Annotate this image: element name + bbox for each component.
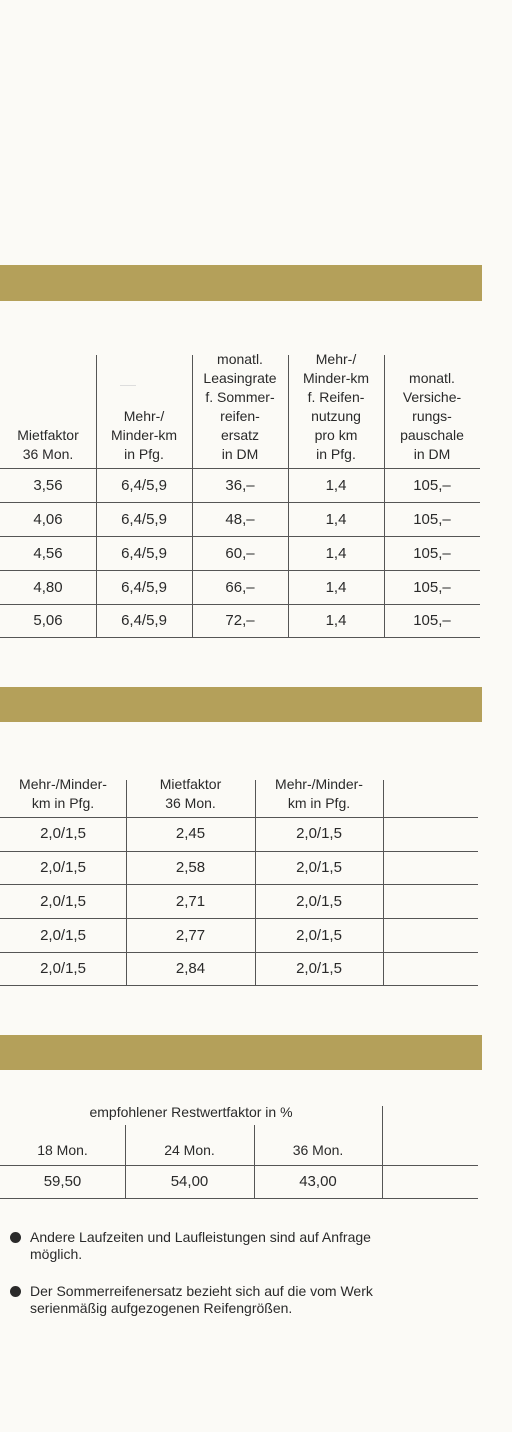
table-1-cell: 3,56	[33, 477, 63, 494]
note-2: Der Sommerreifenersatz bezieht sich auf die vom Werk serienmäßig aufgezogenen Reifengrößen.	[10, 1283, 480, 1317]
table-2-cell: 2,0/1,5	[40, 825, 86, 842]
table-2-header-mehr-minder-km: Mehr-/Minder- km in Pfg.	[19, 776, 107, 811]
table-1-header-mietfaktor: Mietfaktor 36 Mon.	[17, 427, 79, 462]
table-1-cell: 6,4/5,9	[121, 612, 167, 629]
table-1-cell: 1,4	[325, 612, 347, 629]
table-1-cell: 6,4/5,9	[121, 545, 167, 562]
table-1-cell: 66,–	[225, 579, 255, 596]
table-2-header-mehr-minder-km-2: Mehr-/Minder- km in Pfg.	[275, 776, 363, 811]
note-1: Andere Laufzeiten und Laufleistungen sind auf Anfrage möglich.	[10, 1229, 480, 1263]
section-band-1	[0, 265, 482, 301]
table-2-cell: 2,58	[175, 859, 206, 876]
table-3-cell: 59,50	[43, 1173, 82, 1190]
table-1-hline	[0, 637, 480, 638]
table-2-cell: 2,0/1,5	[40, 927, 86, 944]
table-3-hline	[0, 1198, 478, 1199]
table-1-cell: 105,–	[413, 579, 451, 596]
table-3-title: empfohlener Restwertfaktor in %	[89, 1104, 293, 1120]
table-1-cell: 4,56	[33, 545, 63, 562]
decorative-dash	[120, 385, 136, 386]
table-1-header-reifennutzung: Mehr-/ Minder-km f. Reifen- nutzung pro km in Pfg.	[302, 351, 370, 462]
section-band-3	[0, 1035, 482, 1070]
table-1-cell: 6,4/5,9	[121, 511, 167, 528]
table-1-hline	[0, 536, 480, 537]
table-1-cell: 105,–	[413, 511, 451, 528]
table-3-header-24: 24 Mon.	[164, 1142, 215, 1158]
table-1-cell: 105,–	[413, 612, 451, 629]
table-3-vline	[382, 1106, 383, 1198]
table-2-cell: 2,0/1,5	[296, 927, 342, 944]
table-1-hline	[0, 468, 480, 469]
table-2-hline	[0, 884, 478, 885]
table-1-cell: 4,06	[33, 511, 63, 528]
table-1-header-versicherung: monatl. Versiche- rungs- pauschale in DM	[400, 370, 464, 462]
table-2-cell: 2,0/1,5	[40, 960, 86, 977]
table-1-header-leasingrate: monatl. Leasingrate f. Sommer- reifen- ersatz in DM	[203, 351, 277, 462]
table-1-cell: 36,–	[225, 477, 255, 494]
table-1-hline	[0, 502, 480, 503]
section-band-2	[0, 687, 482, 722]
table-1-cell: 1,4	[325, 511, 347, 528]
table-1-cell: 60,–	[225, 545, 255, 562]
table-2-cell: 2,71	[175, 893, 206, 910]
table-2-hline	[0, 817, 478, 818]
table-1-hline	[0, 570, 480, 571]
table-1-cell: 105,–	[413, 545, 451, 562]
table-2-hline	[0, 918, 478, 919]
table-1-cell: 4,80	[33, 579, 63, 596]
table-1-hline	[0, 604, 480, 605]
table-1-cell: 5,06	[33, 612, 63, 629]
table-1-cell: 1,4	[325, 579, 347, 596]
table-2-cell: 2,0/1,5	[296, 825, 342, 842]
table-2-cell: 2,0/1,5	[40, 893, 86, 910]
table-3-cell: 54,00	[170, 1173, 209, 1190]
table-3-header-18: 18 Mon.	[37, 1142, 88, 1158]
bullet-icon	[10, 1232, 21, 1243]
table-1-cell: 48,–	[225, 511, 255, 528]
table-2-cell: 2,84	[175, 960, 206, 977]
table-3-cell: 43,00	[299, 1173, 337, 1190]
table-1-cell: 6,4/5,9	[121, 477, 167, 494]
table-2-cell: 2,45	[175, 825, 206, 842]
table-1-cell: 1,4	[325, 477, 347, 494]
table-2-cell: 2,0/1,5	[296, 960, 342, 977]
bullet-icon	[10, 1286, 21, 1297]
table-2-hline	[0, 985, 478, 986]
table-1-cell: 105,–	[413, 477, 451, 494]
table-3-header-36: 36 Mon.	[292, 1142, 344, 1158]
table-2-cell: 2,0/1,5	[296, 859, 342, 876]
table-2-cell: 2,77	[175, 927, 206, 944]
table-1-header-mehr-minder-km: Mehr-/ Minder-km in Pfg.	[110, 408, 178, 462]
table-2-vline	[383, 780, 384, 986]
table-1-cell: 6,4/5,9	[121, 579, 167, 596]
table-2-cell: 2,0/1,5	[296, 893, 342, 910]
table-2-hline	[0, 952, 478, 953]
table-2-cell: 2,0/1,5	[40, 859, 86, 876]
table-1-cell: 72,–	[225, 612, 255, 629]
table-1-cell: 1,4	[325, 545, 347, 562]
table-2-header-mietfaktor: Mietfaktor 36 Mon.	[159, 776, 222, 811]
table-3-hline	[0, 1165, 478, 1166]
table-2-hline	[0, 851, 478, 852]
